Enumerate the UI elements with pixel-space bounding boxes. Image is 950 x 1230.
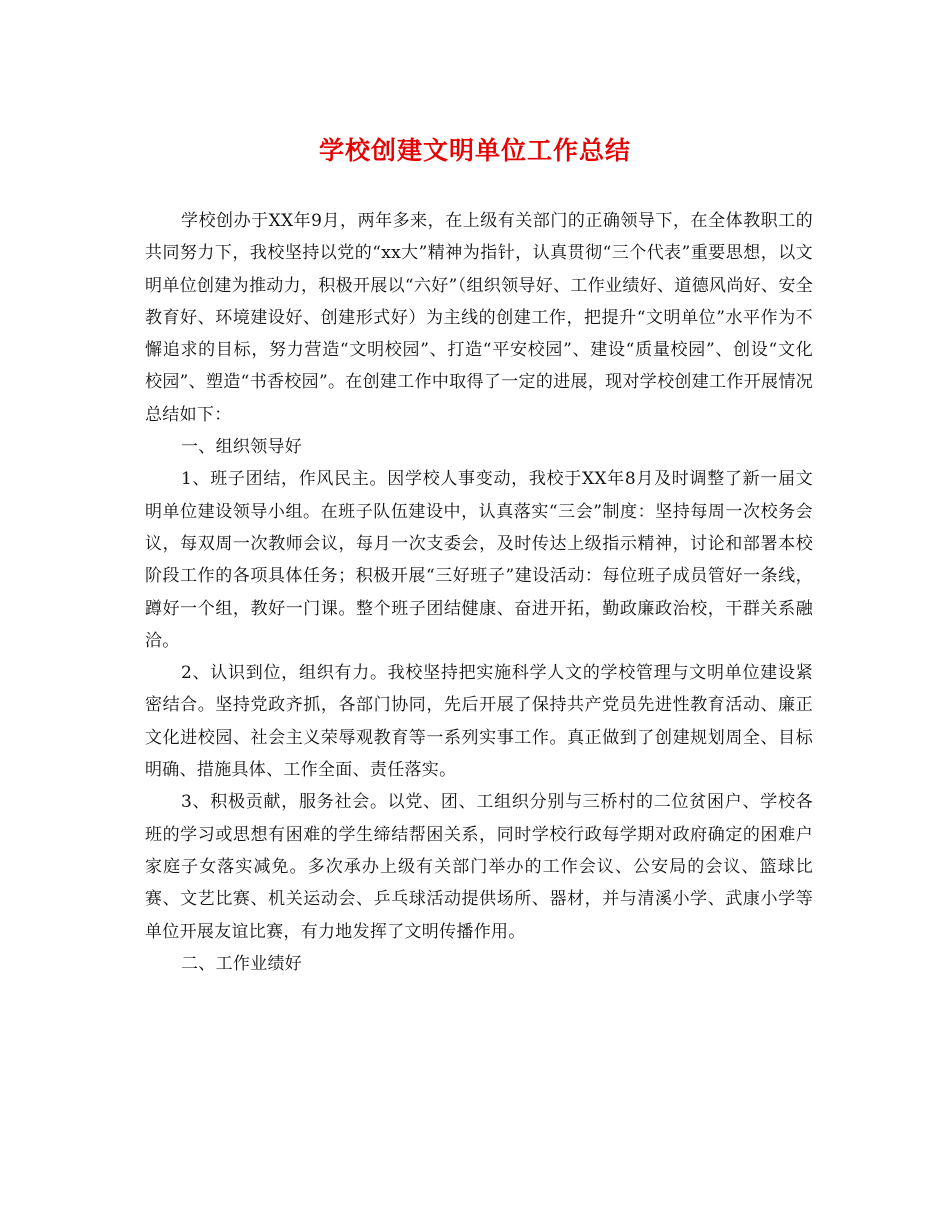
paragraph-item-3: 3、积极贡献，服务社会。以党、团、工组织分别与三桥村的二位贫困户、学校各班的学习或思想有困难的学生缔结帮困关系，同时学校行政每学期对政府确定的困难户家庭子女落实减免。多次承办上级有关部门举办的工作会议、公安局的会议、篮球比赛、文艺比赛、机关运动会、乒乓球活动提供场所、器材，并与清溪小学、武康小学等单位开展友谊比赛，有力地发挥了文明传播作用。	[145, 792, 813, 942]
document-title: 学校创建文明单位工作总结	[318, 136, 631, 165]
paragraph-item-1: 1、班子团结，作风民主。因学校人事变动，我校于XX年8月及时调整了新一届文明单位建设领导小组。在班子队伍建设中，认真落实“三会”制度：坚持每周一次校务会议，每双周一次教师会议，每月一次支委会，及时传达上级指示精神，讨论和部署本校阶段工作的各项具体任务；积极开展“三好班子”建设活动：每位班子成员管好一条线，蹲好一个组，教好一门课。整个班子团结健康、奋进开拓，勤政廉政治校，干群关系融洽。	[145, 469, 813, 651]
paragraph-item-2: 2、认识到位，组织有力。我校坚持把实施科学人文的学校管理与文明单位建设紧密结合。坚持党政齐抓，各部门协同，先后开展了保持共产党员先进性教育活动、廉正文化进校园、社会主义荣辱观教育等一系列实事工作。真正做到了创建规划周全、目标明确、措施具体、工作全面、责任落实。	[145, 663, 813, 781]
section-heading-organization: 一、组织领导好	[181, 437, 303, 458]
document-body	[145, 205, 813, 980]
section-heading-performance: 二、工作业绩好	[181, 953, 303, 974]
intro-paragraph: 学校创办于XX年9月，两年多来，在上级有关部门的正确领导下，在全体教职工的共同努力下，我校坚持以党的“xx大”精神为指针，认真贯彻“三个代表”重要思想，以文明单位创建为推动力，积极开展以“六好”（组织领导好、工作业绩好、道德风尚好、安全教育好、环境建设好、创建形式好）为主线的创建工作，把提升“文明单位”水平作为不懈追求的目标，努力营造“文明校园”、打造“平安校园”、建设“质量校园”、创设“文化校园”、塑造“书香校园”。在创建工作中取得了一定的进展，现对学校创建工作开展情况总结如下：	[145, 211, 813, 425]
